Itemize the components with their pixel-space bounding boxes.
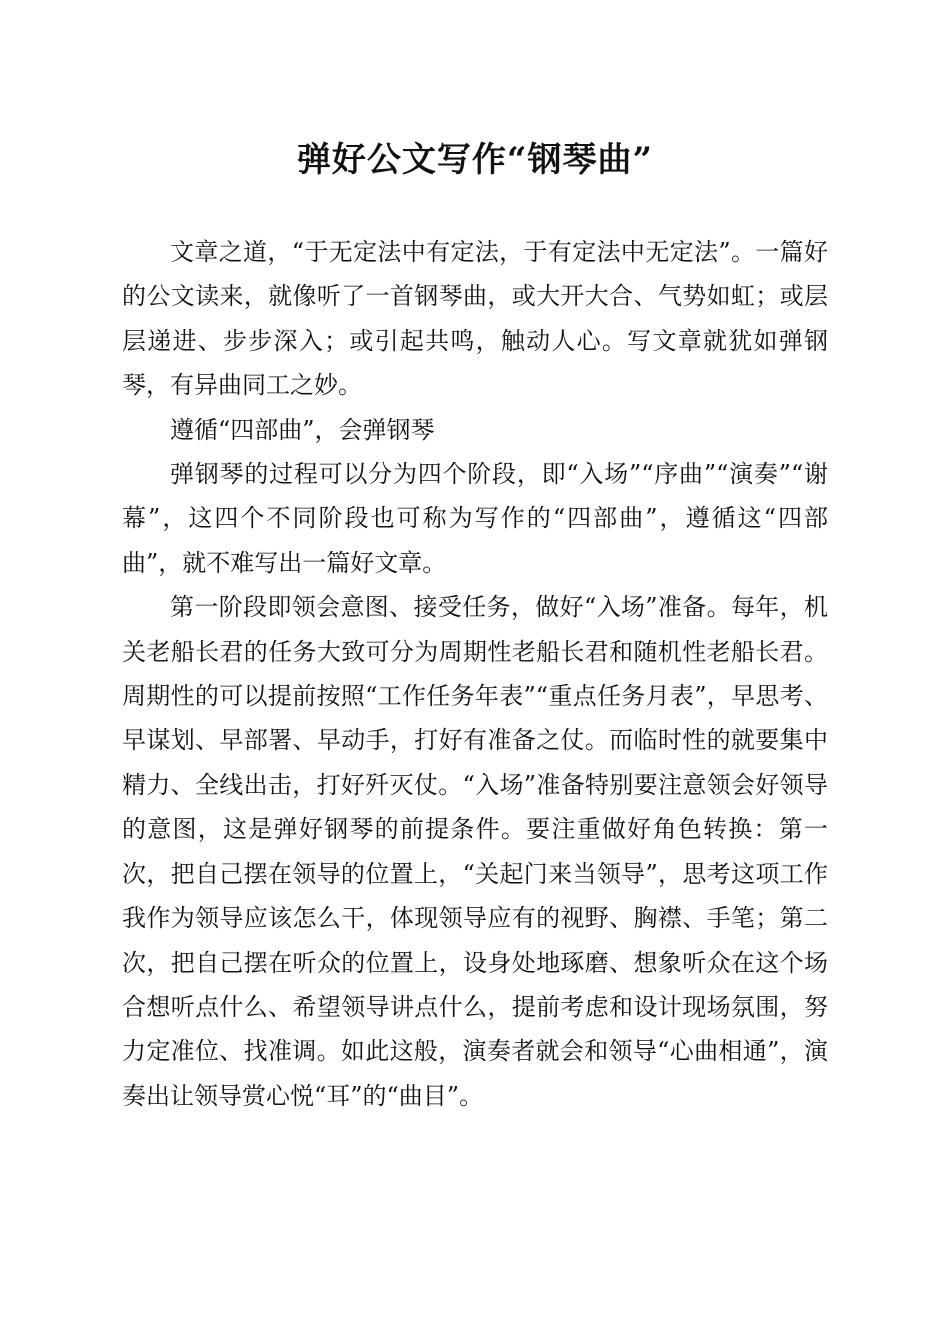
intro-paragraph: 文章之道，“于无定法中有定法，于有定法中无定法”。一篇好的公文读来，就像听了一首钢琴曲，或大开大合、气势如虹；或层层递进、步步深入；或引起共鸣，触动人心。写文章就犹如弹钢琴，有异曲同工之妙。 <box>122 238 828 400</box>
document-title: 弹好公文写作“钢琴曲” <box>296 140 654 180</box>
document-body <box>122 230 828 1118</box>
section-heading: 遵循“四部曲”，会弹钢琴 <box>170 415 435 444</box>
first-stage-paragraph: 第一阶段即领会意图、接受任务，做好“入场”准备。每年，机关老船长君的任务大致可分为周期性老船长君和随机性老船长君。周期性的可以提前按照“工作任务年表”“重点任务月表”，早思考、早谋划、早部署、早动手，打好有准备之仗。而临时性的就要集中精力、全线出击，打好歼灭仗。“入场”准备特别要注意领会好领导的意图，这是弹好钢琴的前提条件。要注重做好角色转换：第一次，把自己摆在领导的位置上，“关起门来当领导”，思考这项工作我作为领导应该怎么干，体现领导应有的视野、胸襟、手笔；第二次，把自己摆在听众的位置上，设身处地琢磨、想象听众在这个场合想听点什么、希望领导讲点什么，提前考虑和设计现场氛围，努力定准位、找准调。如此这般，演奏者就会和领导“心曲相通”，演奏出让领导赏心悦“耳”的“曲目”。 <box>122 593 828 1110</box>
four-stages-paragraph: 弹钢琴的过程可以分为四个阶段，即“入场”“序曲”“演奏”“谢幕”，这四个不同阶段也可称为写作的“四部曲”，遵循这“四部曲”，就不难写出一篇好文章。 <box>122 460 828 577</box>
